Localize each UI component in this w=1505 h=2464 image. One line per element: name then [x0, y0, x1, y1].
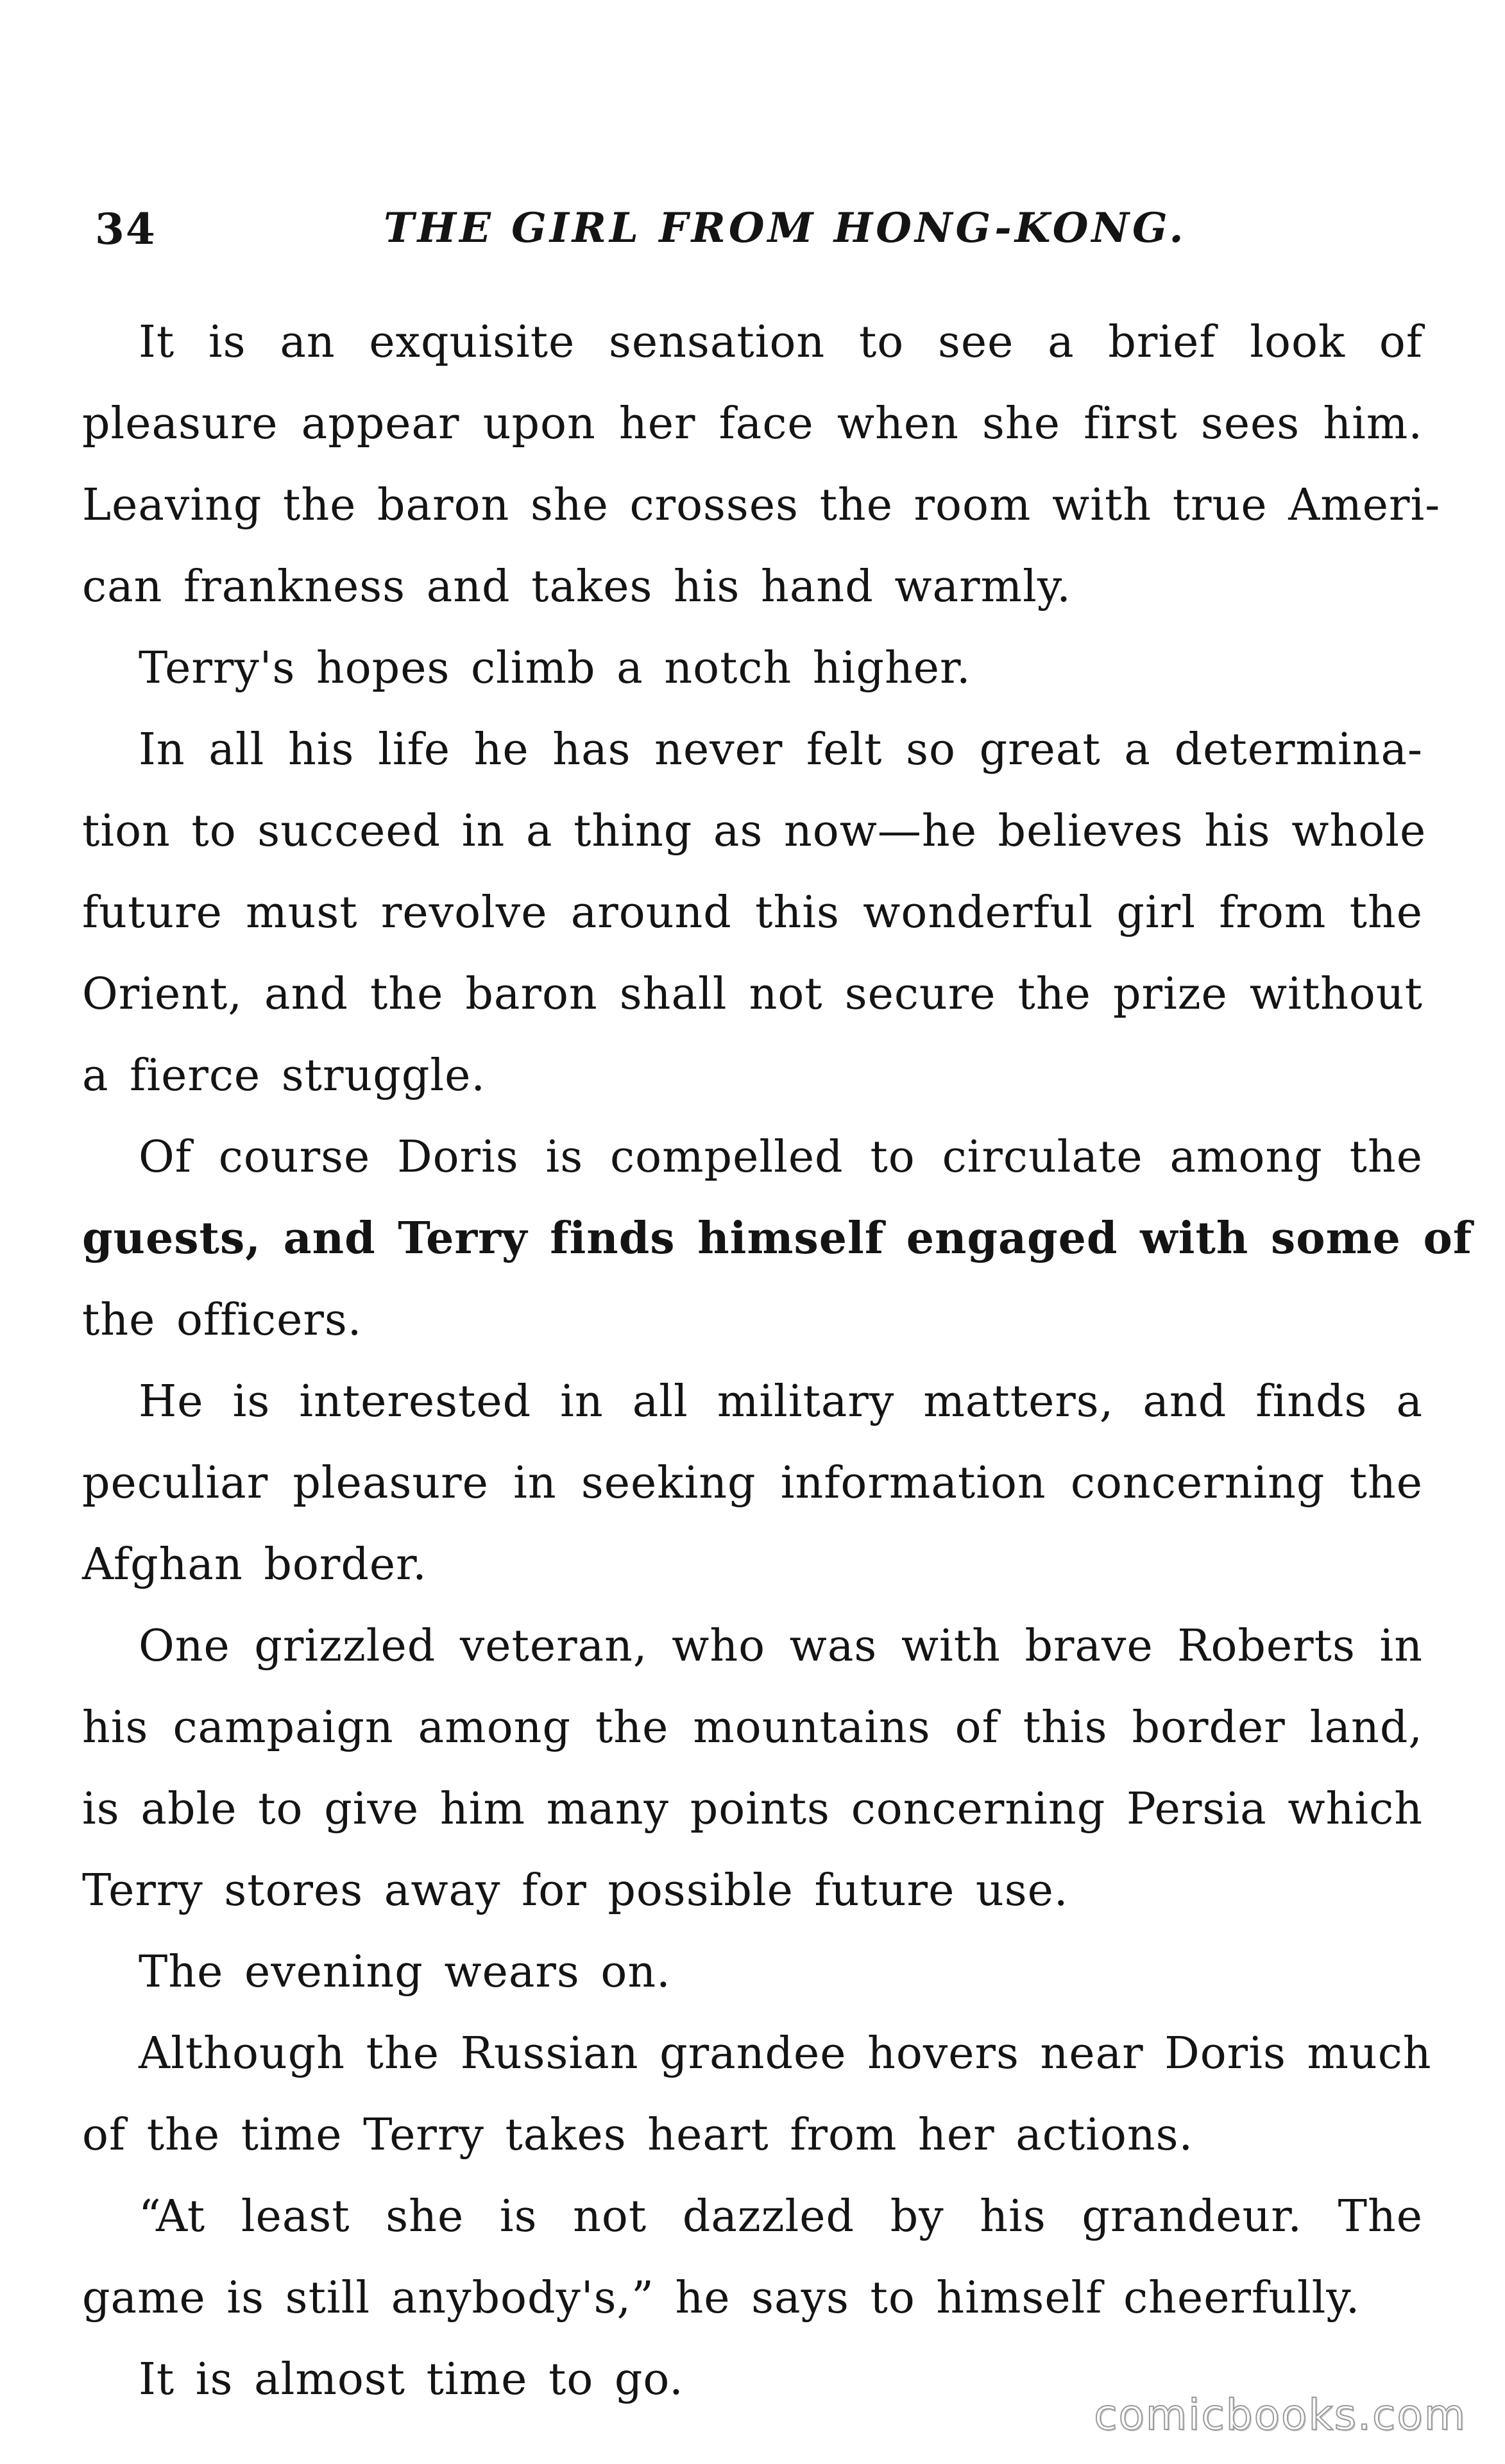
text-line: pleasure appear upon her face when she first sees him.: [82, 398, 1423, 449]
running-title: THE GIRL FROM HONG-KONG.: [384, 204, 1187, 252]
text-line: peculiar pleasure in seeking information concerning the: [82, 1458, 1423, 1509]
text-line: the officers.: [82, 1295, 362, 1346]
body-text: [82, 302, 1473, 2420]
page-number: 34: [95, 204, 157, 254]
text-line: tion to succeed in a thing as now—he believes his whole: [82, 806, 1427, 857]
text-line: of the time Terry takes heart from her actions.: [82, 2110, 1194, 2160]
text-line: One grizzled veteran, who was with brave Roberts in: [139, 1621, 1423, 1672]
watermark: comicbooks.com: [1094, 2390, 1467, 2440]
text-line: Afghan border.: [82, 1539, 427, 1590]
text-line: guests, and Terry finds himself engaged with some of: [82, 1213, 1473, 1264]
text-line: It is an exquisite sensation to see a brief look of: [139, 317, 1423, 368]
text-line: Terry's hopes climb a notch higher.: [139, 643, 971, 694]
text-line: a fierce struggle.: [82, 1050, 486, 1101]
page-header: [95, 204, 1416, 262]
text-line: Terry stores away for possible future use.: [82, 1865, 1069, 1916]
text-line: It is almost time to go.: [139, 2354, 684, 2405]
text-line: his campaign among the mountains of this border land,: [82, 1702, 1423, 1753]
text-line: Of course Doris is compelled to circulate among the: [139, 1132, 1423, 1183]
text-line: In all his life he has never felt so great a determina-: [139, 724, 1423, 775]
text-line: Although the Russian grandee hovers near Doris much: [139, 2028, 1432, 2079]
text-line: is able to give him many points concerning Persia which: [82, 1784, 1423, 1835]
text-line: Orient, and the baron shall not secure the prize without: [82, 969, 1423, 1020]
text-line: can frankness and takes his hand warmly.: [82, 561, 1071, 612]
text-line: “At least she is not dazzled by his grandeur. The: [139, 2191, 1423, 2242]
text-line: Leaving the baron she crosses the room with true Ameri-: [82, 480, 1441, 531]
text-line: The evening wears on.: [139, 1947, 671, 1998]
text-line: future must revolve around this wonderful girl from the: [82, 887, 1423, 938]
text-line: game is still anybody's,” he says to himself cheerfully.: [82, 2273, 1361, 2323]
text-line: He is interested in all military matters, and finds a: [139, 1376, 1423, 1427]
